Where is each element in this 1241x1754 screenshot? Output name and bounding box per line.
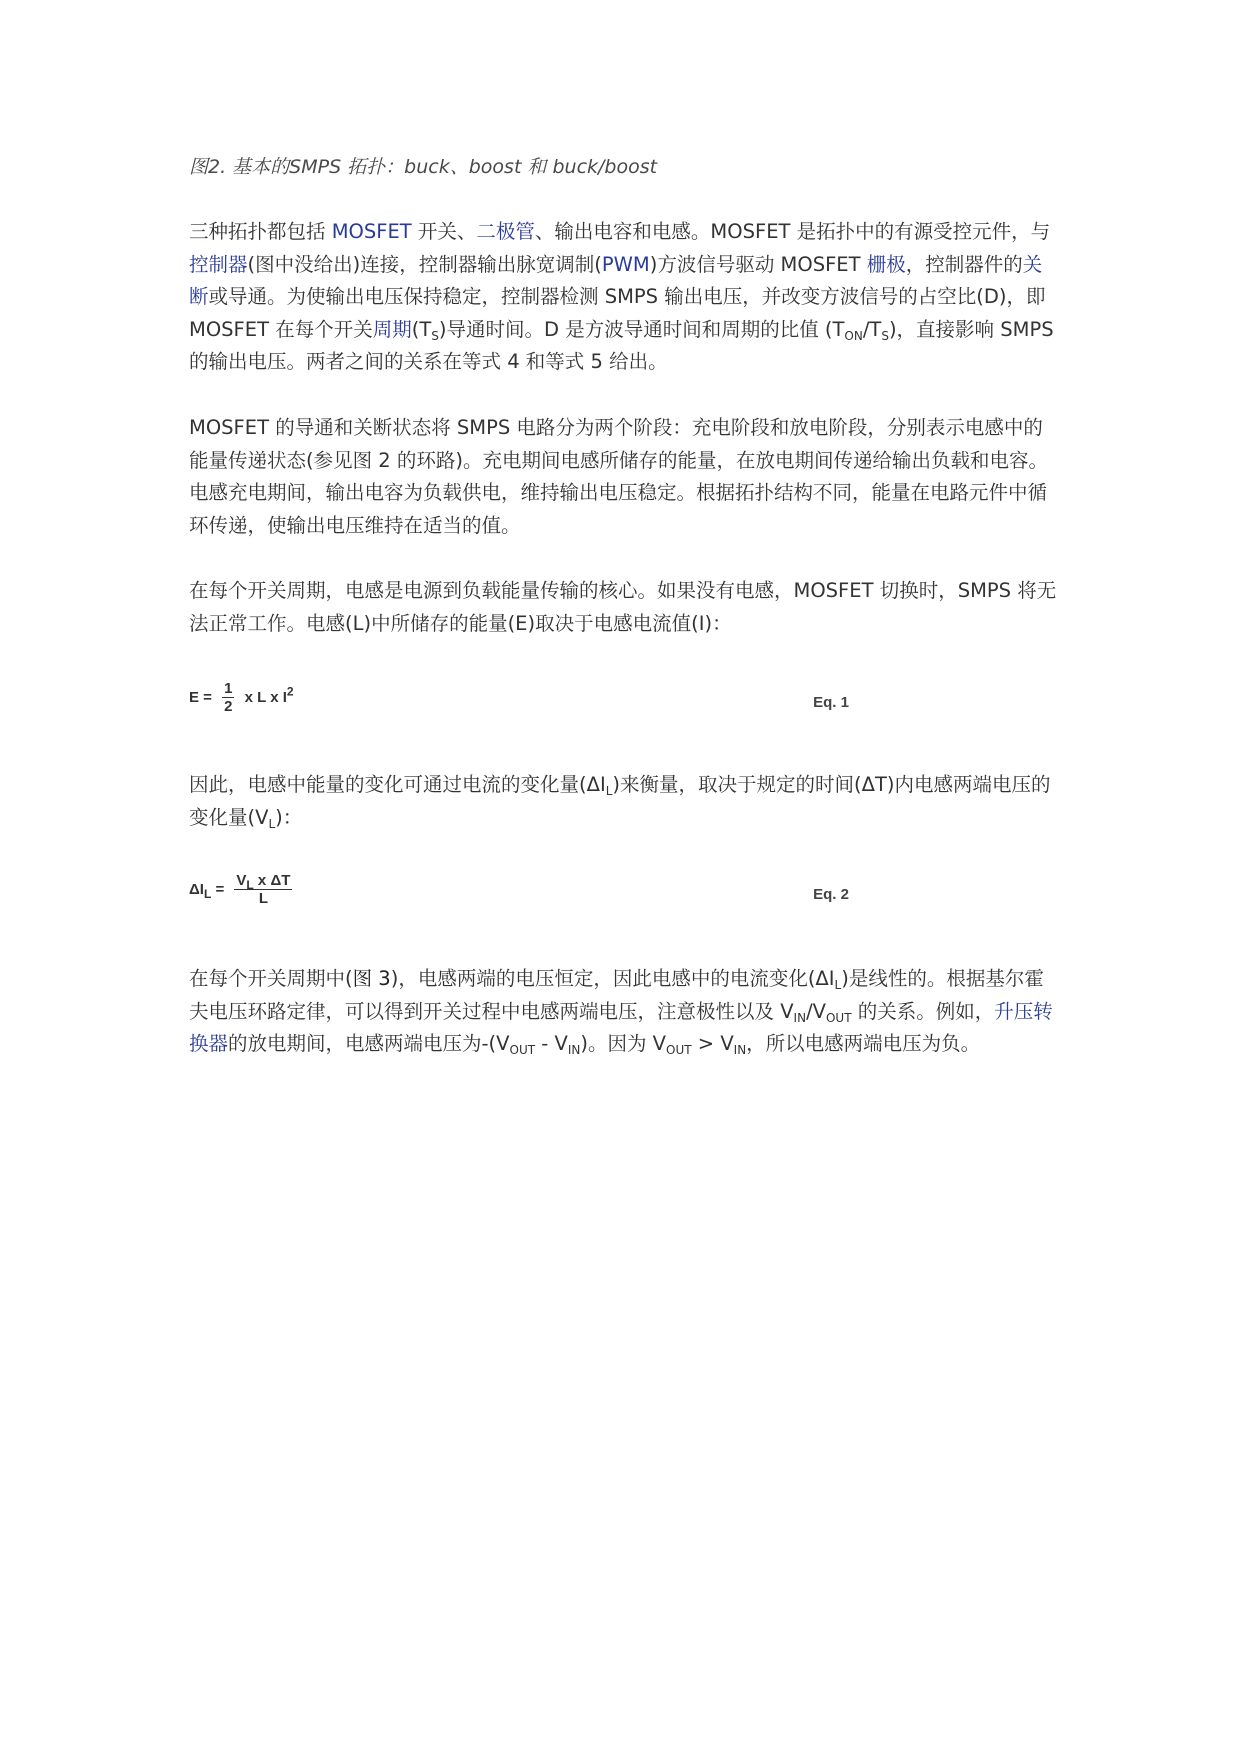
paragraph-inductor-energy: 在每个开关周期，电感是电源到负载能量传输的核心。如果没有电感，MOSFET 切换时，SMPS 将无法正常工作。电感(L)中所储存的能量(E)取决于电感电流值(I)： (189, 579, 1057, 635)
text: 在每个开关周期中( (189, 967, 353, 990)
numerator (234, 872, 292, 890)
equation-lhs (189, 881, 225, 901)
denominator: 2 (224, 698, 233, 715)
lhs-text: ΔI (189, 881, 204, 898)
text: (图中没给出)连接，控制器输出脉宽调制( (247, 252, 602, 276)
link-boost-converter[interactable]: 升压转换器 (189, 999, 1053, 1055)
paragraph-topologies (189, 216, 1059, 379)
link-gate[interactable]: 栅极 (866, 252, 906, 276)
subscript: IN (733, 1043, 747, 1057)
text: )方波信号驱动 MOSFET (649, 252, 867, 276)
numerator-text: V (236, 872, 247, 889)
text: - V (535, 1032, 568, 1055)
fraction (234, 872, 292, 907)
text: 三种拓扑都包括 (189, 220, 332, 243)
text: > V (691, 1032, 734, 1055)
equation-rhs: x L x I (244, 689, 287, 706)
text: 因此，电感中能量的变化可通过电流的变化量(ΔI (189, 773, 606, 796)
text: 或导通。为使输出电压保持稳定，控制器检测 SMPS 输出电压，并改变方波信号的占空比(D)，即 MOSFET 在每个开关 (189, 285, 1046, 341)
text: )，直接影响 SMPS 的输出电压。两者之间的关系在等式 4 和等式 5 给出。 (189, 317, 1054, 373)
subscript: L (268, 816, 276, 831)
subscript: S (431, 328, 439, 343)
text: 的关系。例如， (851, 999, 995, 1023)
paragraph-current-change (189, 769, 1059, 834)
paragraph-phases: MOSFET 的导通和关断状态将 SMPS 电路分为两个阶段：充电阶段和放电阶段，分别表示电感中的能量传递状态(参见图 2 的环路)。充电期间电感所储存的能量，在放电期间传递给输出负载和电容。电感充电期间，输出电容为负载供电，维持输出电压稳定。根据拓扑结构不同，能量在电路元件中循环传递，使输出电压维持在适当的值。 (189, 416, 1049, 537)
text: /V (806, 999, 826, 1023)
text: ，所以电感两端电压为负。 (746, 1032, 981, 1055)
superscript: 2 (286, 684, 294, 699)
figure-caption: 图2. 基本的SMPS 拓扑：buck、boost 和 buck/boost (189, 156, 658, 178)
subscript: ON (844, 328, 863, 343)
equation-1 (189, 680, 849, 728)
link-pwm[interactable]: PWM (601, 252, 650, 276)
text: )： (275, 805, 303, 829)
text: )是线性的。根据基尔霍夫电压环路定律，可以得到开关过程中电感两端电压，注意极性以及 V (189, 967, 1044, 1023)
numerator-text: x ΔT (253, 872, 291, 889)
subscript: OUT (666, 1043, 692, 1057)
link-period[interactable]: 周期 (372, 317, 412, 341)
figure-reference: 图 3 (352, 967, 391, 990)
text: (T (411, 317, 432, 341)
text: 、输出电容和电感。MOSFET 是拓扑中的有源受控元件，与 (534, 220, 1051, 243)
subscript: OUT (509, 1043, 536, 1057)
text: 的放电期间，电感两端电压为-(V (228, 1032, 510, 1055)
subscript: IN (793, 1010, 807, 1025)
subscript: L (605, 784, 613, 798)
subscript: L (834, 978, 842, 992)
subscript: L (203, 887, 212, 901)
numerator: 1 (224, 680, 233, 697)
subscript: IN (567, 1043, 581, 1057)
text: )。因为 V (580, 1032, 667, 1055)
text: 开关、 (411, 220, 477, 243)
text: )导通时间。D 是方波导通时间和周期的比值 (T (438, 317, 845, 341)
link-controller[interactable]: 控制器 (189, 252, 248, 276)
subscript: S (881, 328, 889, 343)
text: ，控制器件的 (905, 252, 1023, 276)
equation-lhs: E = (189, 689, 212, 706)
equation-2 (189, 872, 849, 920)
fraction (222, 680, 234, 715)
denominator: L (258, 890, 268, 907)
link-turn-off[interactable]: 关断 (189, 252, 1043, 308)
equation-1-body (189, 680, 294, 715)
equation-2-body (189, 872, 298, 907)
text: )，电感两端的电压恒定，因此电感中的电流变化(ΔI (390, 967, 835, 990)
link-diode[interactable]: 二极管 (476, 220, 535, 243)
equation-number: Eq. 1 (813, 694, 849, 711)
subscript: OUT (825, 1010, 852, 1025)
text: )来衡量，取决于规定的时间(ΔT)内电感两端电压的变化量(V (189, 773, 1051, 829)
link-mosfet[interactable]: MOSFET (331, 220, 412, 243)
equals-sign: = (211, 881, 225, 898)
subscript: L (246, 878, 254, 892)
text: /T (862, 317, 882, 341)
paragraph-switching-cycle (189, 963, 1059, 1061)
equation-number: Eq. 2 (813, 886, 849, 903)
